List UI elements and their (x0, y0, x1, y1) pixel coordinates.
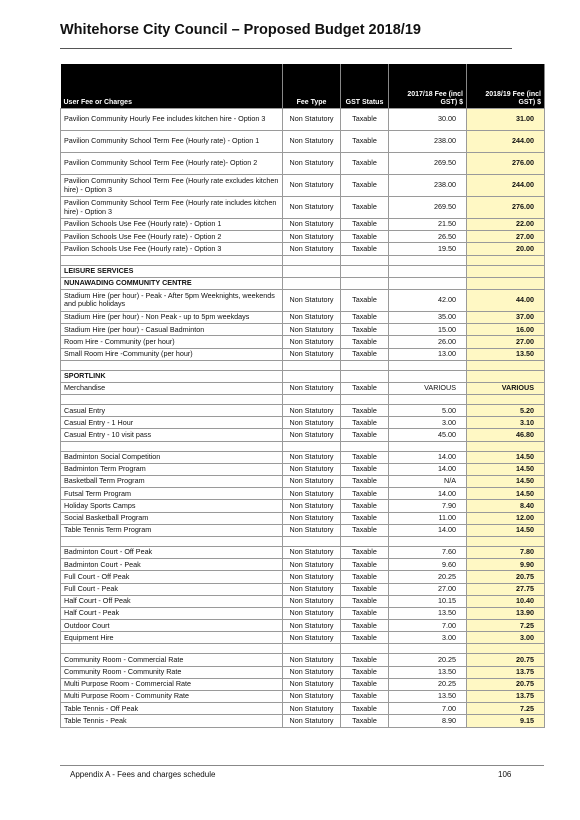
cell-type: Non Statutory (283, 197, 341, 219)
table-row (61, 583, 545, 595)
page-number: 106 (498, 770, 512, 779)
cell-fee17: 14.00 (389, 463, 467, 475)
table-row (61, 311, 545, 323)
cell-type: Non Statutory (283, 607, 341, 619)
title-divider (60, 48, 512, 49)
cell-fee18: 3.00 (467, 632, 545, 644)
table-row (61, 243, 545, 255)
cell-gst: Taxable (341, 678, 389, 690)
cell-fee18: 27.00 (467, 336, 545, 348)
cell-fee18: 13.75 (467, 691, 545, 703)
cell-name: Pavilion Community School Term Fee (Hourly rate excludes kitchen hire) - Option 3 (61, 175, 283, 197)
cell-fee17: 21.50 (389, 219, 467, 231)
table-row (61, 405, 545, 417)
cell-gst: Taxable (341, 476, 389, 488)
cell-type: Non Statutory (283, 382, 341, 394)
cell-type: Non Statutory (283, 289, 341, 311)
cell-name: Community Room - Commercial Rate (61, 654, 283, 666)
cell-gst (341, 255, 389, 265)
table-row (61, 715, 545, 727)
cell-type: Non Statutory (283, 678, 341, 690)
cell-name: Pavilion Community School Term Fee (Hourly rate)- Option 2 (61, 153, 283, 175)
cell-type: Non Statutory (283, 463, 341, 475)
cell-fee18: 27.00 (467, 231, 545, 243)
cell-name (61, 536, 283, 546)
cell-fee18: 46.80 (467, 429, 545, 441)
cell-name: Small Room Hire -Community (per hour) (61, 348, 283, 360)
table-row (61, 500, 545, 512)
cell-fee18 (467, 370, 545, 382)
cell-type: Non Statutory (283, 219, 341, 231)
cell-type: Non Statutory (283, 654, 341, 666)
cell-name: Casual Entry (61, 405, 283, 417)
table-row (61, 289, 545, 311)
cell-fee18: 9.90 (467, 559, 545, 571)
cell-type (283, 370, 341, 382)
cell-fee17: 269.50 (389, 197, 467, 219)
cell-fee18: 3.10 (467, 417, 545, 429)
cell-fee17: N/A (389, 476, 467, 488)
section-heading-row (61, 277, 545, 289)
cell-type: Non Statutory (283, 231, 341, 243)
cell-gst: Taxable (341, 197, 389, 219)
cell-gst: Taxable (341, 131, 389, 153)
cell-gst: Taxable (341, 500, 389, 512)
cell-type: Non Statutory (283, 546, 341, 558)
cell-name: SPORTLINK (61, 370, 283, 382)
cell-type: Non Statutory (283, 500, 341, 512)
cell-fee17: 13.50 (389, 691, 467, 703)
cell-fee18 (467, 644, 545, 654)
cell-fee18: 7.25 (467, 703, 545, 715)
cell-gst: Taxable (341, 311, 389, 323)
cell-type: Non Statutory (283, 559, 341, 571)
cell-fee18: 14.50 (467, 524, 545, 536)
cell-name: Multi Purpose Room - Community Rate (61, 691, 283, 703)
cell-type (283, 255, 341, 265)
cell-type (283, 536, 341, 546)
cell-fee18: VARIOUS (467, 382, 545, 394)
cell-type: Non Statutory (283, 715, 341, 727)
cell-type: Non Statutory (283, 348, 341, 360)
cell-fee17 (389, 277, 467, 289)
cell-fee17: 13.50 (389, 607, 467, 619)
cell-fee18: 20.00 (467, 243, 545, 255)
cell-name: Holiday Sports Camps (61, 500, 283, 512)
cell-fee17: 269.50 (389, 153, 467, 175)
cell-gst: Taxable (341, 488, 389, 500)
cell-type: Non Statutory (283, 571, 341, 583)
cell-fee18 (467, 265, 545, 277)
cell-name: Community Room - Community Rate (61, 666, 283, 678)
cell-fee18 (467, 277, 545, 289)
cell-type: Non Statutory (283, 691, 341, 703)
cell-gst: Taxable (341, 546, 389, 558)
cell-fee17: 11.00 (389, 512, 467, 524)
cell-gst: Taxable (341, 219, 389, 231)
cell-gst: Taxable (341, 559, 389, 571)
cell-type: Non Statutory (283, 632, 341, 644)
cell-gst: Taxable (341, 289, 389, 311)
cell-fee17: 20.25 (389, 571, 467, 583)
cell-name: Stadium Hire (per hour) - Peak - After 5pm Weeknights, weekends and public holidays (61, 289, 283, 311)
cell-name: Badminton Term Program (61, 463, 283, 475)
table-row (61, 691, 545, 703)
cell-type: Non Statutory (283, 131, 341, 153)
cell-fee17 (389, 360, 467, 370)
cell-name (61, 644, 283, 654)
cell-fee18: 44.00 (467, 289, 545, 311)
cell-fee17: 14.00 (389, 524, 467, 536)
cell-name: LEISURE SERVICES (61, 265, 283, 277)
cell-fee17: 9.60 (389, 559, 467, 571)
cell-type (283, 441, 341, 451)
cell-type: Non Statutory (283, 175, 341, 197)
cell-name: Table Tennis - Off Peak (61, 703, 283, 715)
cell-fee17: 26.50 (389, 231, 467, 243)
cell-name: Casual Entry - 10 visit pass (61, 429, 283, 441)
cell-gst: Taxable (341, 243, 389, 255)
cell-gst: Taxable (341, 451, 389, 463)
cell-name: Pavilion Schools Use Fee (Hourly rate) - Option 3 (61, 243, 283, 255)
table-row (61, 131, 545, 153)
cell-gst: Taxable (341, 463, 389, 475)
table-row (61, 703, 545, 715)
cell-fee18: 16.00 (467, 324, 545, 336)
footer-divider (60, 765, 544, 766)
table-row (61, 463, 545, 475)
table-row (61, 632, 545, 644)
cell-fee18 (467, 441, 545, 451)
cell-gst: Taxable (341, 715, 389, 727)
section-heading-row (61, 265, 545, 277)
cell-name: Badminton Court - Peak (61, 559, 283, 571)
cell-name: Half Court - Off Peak (61, 595, 283, 607)
cell-fee18: 13.50 (467, 348, 545, 360)
spacer-row (61, 644, 545, 654)
cell-gst: Taxable (341, 429, 389, 441)
cell-gst: Taxable (341, 324, 389, 336)
cell-fee17 (389, 370, 467, 382)
cell-gst (341, 395, 389, 405)
table-row (61, 620, 545, 632)
cell-type (283, 265, 341, 277)
cell-type: Non Statutory (283, 243, 341, 255)
cell-gst: Taxable (341, 654, 389, 666)
table-row (61, 524, 545, 536)
cell-fee17: 238.00 (389, 175, 467, 197)
spacer-row (61, 395, 545, 405)
cell-gst: Taxable (341, 703, 389, 715)
cell-fee18: 20.75 (467, 654, 545, 666)
cell-name: Equipment Hire (61, 632, 283, 644)
cell-fee17: 8.90 (389, 715, 467, 727)
cell-fee18: 37.00 (467, 311, 545, 323)
cell-fee17: 7.00 (389, 703, 467, 715)
table-row (61, 197, 545, 219)
cell-fee18: 13.75 (467, 666, 545, 678)
table-row (61, 488, 545, 500)
cell-fee17: 35.00 (389, 311, 467, 323)
cell-gst (341, 644, 389, 654)
cell-fee18: 12.00 (467, 512, 545, 524)
cell-fee17 (389, 536, 467, 546)
cell-name: Pavilion Community School Term Fee (Hourly rate) - Option 1 (61, 131, 283, 153)
header-fee-type: Fee Type (283, 64, 341, 109)
cell-type: Non Statutory (283, 512, 341, 524)
cell-fee17: 3.00 (389, 417, 467, 429)
table-row (61, 382, 545, 394)
cell-gst (341, 370, 389, 382)
cell-fee17: 20.25 (389, 678, 467, 690)
cell-gst: Taxable (341, 417, 389, 429)
footer-appendix: Appendix A - Fees and charges schedule (70, 770, 216, 779)
spacer-row (61, 360, 545, 370)
table-row (61, 153, 545, 175)
cell-name: Pavilion Schools Use Fee (Hourly rate) - Option 1 (61, 219, 283, 231)
cell-name (61, 255, 283, 265)
table-row (61, 336, 545, 348)
cell-name: Badminton Court - Off Peak (61, 546, 283, 558)
cell-name: Room Hire - Community (per hour) (61, 336, 283, 348)
spacer-row (61, 255, 545, 265)
cell-fee17: 7.60 (389, 546, 467, 558)
cell-name: Stadium Hire (per hour) - Non Peak - up to 5pm weekdays (61, 311, 283, 323)
cell-fee17: 7.90 (389, 500, 467, 512)
cell-name: Basketball Term Program (61, 476, 283, 488)
cell-fee17: 15.00 (389, 324, 467, 336)
cell-fee18: 14.50 (467, 451, 545, 463)
cell-name: Table Tennis - Peak (61, 715, 283, 727)
table-row (61, 429, 545, 441)
cell-type: Non Statutory (283, 703, 341, 715)
cell-fee18: 14.50 (467, 476, 545, 488)
table-row (61, 324, 545, 336)
cell-name: Casual Entry - 1 Hour (61, 417, 283, 429)
cell-gst: Taxable (341, 175, 389, 197)
page-title: Whitehorse City Council – Proposed Budget 2018/19 (60, 22, 421, 38)
cell-gst: Taxable (341, 153, 389, 175)
table-row (61, 476, 545, 488)
cell-gst: Taxable (341, 524, 389, 536)
table-row (61, 231, 545, 243)
cell-fee17: 42.00 (389, 289, 467, 311)
cell-fee17: 19.50 (389, 243, 467, 255)
cell-gst: Taxable (341, 336, 389, 348)
cell-name: Pavilion Community School Term Fee (Hourly rate includes kitchen hire) - Option 3 (61, 197, 283, 219)
cell-type: Non Statutory (283, 336, 341, 348)
cell-fee17: 10.15 (389, 595, 467, 607)
cell-type: Non Statutory (283, 583, 341, 595)
cell-type (283, 644, 341, 654)
table-row (61, 607, 545, 619)
cell-fee17: 13.00 (389, 348, 467, 360)
cell-type: Non Statutory (283, 666, 341, 678)
cell-name: Badminton Social Competition (61, 451, 283, 463)
cell-name: Table Tennis Term Program (61, 524, 283, 536)
cell-gst: Taxable (341, 382, 389, 394)
cell-fee17 (389, 255, 467, 265)
cell-fee17: 45.00 (389, 429, 467, 441)
cell-fee18 (467, 536, 545, 546)
cell-fee18: 7.80 (467, 546, 545, 558)
cell-type: Non Statutory (283, 405, 341, 417)
cell-gst: Taxable (341, 632, 389, 644)
cell-gst: Taxable (341, 691, 389, 703)
cell-gst (341, 536, 389, 546)
cell-fee17: 30.00 (389, 109, 467, 131)
cell-name: Merchandise (61, 382, 283, 394)
cell-fee18 (467, 395, 545, 405)
cell-type: Non Statutory (283, 324, 341, 336)
cell-fee18: 22.00 (467, 219, 545, 231)
cell-gst: Taxable (341, 109, 389, 131)
table-row (61, 417, 545, 429)
cell-fee18: 27.75 (467, 583, 545, 595)
cell-name: Pavilion Schools Use Fee (Hourly rate) - Option 2 (61, 231, 283, 243)
table-row (61, 678, 545, 690)
cell-type: Non Statutory (283, 451, 341, 463)
cell-fee18: 14.50 (467, 463, 545, 475)
cell-fee17: 14.00 (389, 451, 467, 463)
table-row (61, 654, 545, 666)
cell-name: Outdoor Court (61, 620, 283, 632)
cell-type: Non Statutory (283, 476, 341, 488)
cell-type: Non Statutory (283, 524, 341, 536)
cell-type: Non Statutory (283, 488, 341, 500)
cell-type: Non Statutory (283, 153, 341, 175)
cell-name (61, 441, 283, 451)
table-row (61, 546, 545, 558)
cell-fee17: 3.00 (389, 632, 467, 644)
cell-gst: Taxable (341, 595, 389, 607)
fees-table (60, 64, 545, 728)
cell-fee17: 26.00 (389, 336, 467, 348)
cell-fee18: 31.00 (467, 109, 545, 131)
cell-gst: Taxable (341, 231, 389, 243)
cell-gst: Taxable (341, 583, 389, 595)
table-row (61, 595, 545, 607)
cell-type: Non Statutory (283, 429, 341, 441)
cell-name: NUNAWADING COMMUNITY CENTRE (61, 277, 283, 289)
table-row (61, 571, 545, 583)
table-row (61, 666, 545, 678)
cell-fee18: 244.00 (467, 175, 545, 197)
table-row (61, 219, 545, 231)
cell-fee17 (389, 265, 467, 277)
cell-fee18: 13.90 (467, 607, 545, 619)
table-row (61, 512, 545, 524)
cell-fee17 (389, 441, 467, 451)
cell-fee18: 276.00 (467, 197, 545, 219)
cell-type: Non Statutory (283, 311, 341, 323)
cell-type (283, 360, 341, 370)
cell-name: Half Court - Peak (61, 607, 283, 619)
cell-fee18 (467, 360, 545, 370)
cell-fee17: 5.00 (389, 405, 467, 417)
cell-type: Non Statutory (283, 417, 341, 429)
cell-fee18: 10.40 (467, 595, 545, 607)
header-gst-status: GST Status (341, 64, 389, 109)
header-user-fee: User Fee or Charges (61, 64, 283, 109)
cell-name: Multi Purpose Room - Commercial Rate (61, 678, 283, 690)
cell-gst: Taxable (341, 405, 389, 417)
cell-name: Stadium Hire (per hour) - Casual Badminton (61, 324, 283, 336)
cell-fee17: 20.25 (389, 654, 467, 666)
cell-gst: Taxable (341, 571, 389, 583)
cell-gst (341, 441, 389, 451)
header-fee-2017-18: 2017/18 Fee (incl GST) $ (389, 64, 467, 109)
cell-fee18: 5.20 (467, 405, 545, 417)
cell-fee17 (389, 644, 467, 654)
cell-fee17: 13.50 (389, 666, 467, 678)
table-body (61, 109, 545, 728)
cell-fee18: 244.00 (467, 131, 545, 153)
cell-type (283, 277, 341, 289)
header-fee-2018-19: 2018/19 Fee (incl GST) $ (467, 64, 545, 109)
cell-fee17 (389, 395, 467, 405)
table-row (61, 175, 545, 197)
cell-fee17: 238.00 (389, 131, 467, 153)
cell-gst: Taxable (341, 666, 389, 678)
cell-fee18: 7.25 (467, 620, 545, 632)
cell-fee17: VARIOUS (389, 382, 467, 394)
cell-name: Full Court - Peak (61, 583, 283, 595)
cell-gst (341, 360, 389, 370)
cell-fee18: 276.00 (467, 153, 545, 175)
cell-name: Full Court - Off Peak (61, 571, 283, 583)
cell-name (61, 395, 283, 405)
cell-name: Pavilion Community Hourly Fee includes kitchen hire - Option 3 (61, 109, 283, 131)
spacer-row (61, 536, 545, 546)
cell-fee18 (467, 255, 545, 265)
table-header-row (61, 64, 545, 109)
cell-type (283, 395, 341, 405)
cell-gst (341, 277, 389, 289)
cell-gst: Taxable (341, 348, 389, 360)
cell-type: Non Statutory (283, 109, 341, 131)
cell-fee18: 20.75 (467, 571, 545, 583)
cell-type: Non Statutory (283, 620, 341, 632)
cell-fee18: 14.50 (467, 488, 545, 500)
cell-fee18: 8.40 (467, 500, 545, 512)
table-row (61, 109, 545, 131)
section-heading-row (61, 370, 545, 382)
table-row (61, 559, 545, 571)
cell-fee17: 14.00 (389, 488, 467, 500)
cell-name (61, 360, 283, 370)
cell-name: Social Basketball Program (61, 512, 283, 524)
cell-name: Futsal Term Program (61, 488, 283, 500)
cell-gst (341, 265, 389, 277)
table-row (61, 348, 545, 360)
cell-fee18: 20.75 (467, 678, 545, 690)
cell-fee18: 9.15 (467, 715, 545, 727)
cell-gst: Taxable (341, 512, 389, 524)
cell-gst: Taxable (341, 607, 389, 619)
table-row (61, 451, 545, 463)
cell-fee17: 27.00 (389, 583, 467, 595)
spacer-row (61, 441, 545, 451)
cell-fee17: 7.00 (389, 620, 467, 632)
cell-type: Non Statutory (283, 595, 341, 607)
cell-gst: Taxable (341, 620, 389, 632)
